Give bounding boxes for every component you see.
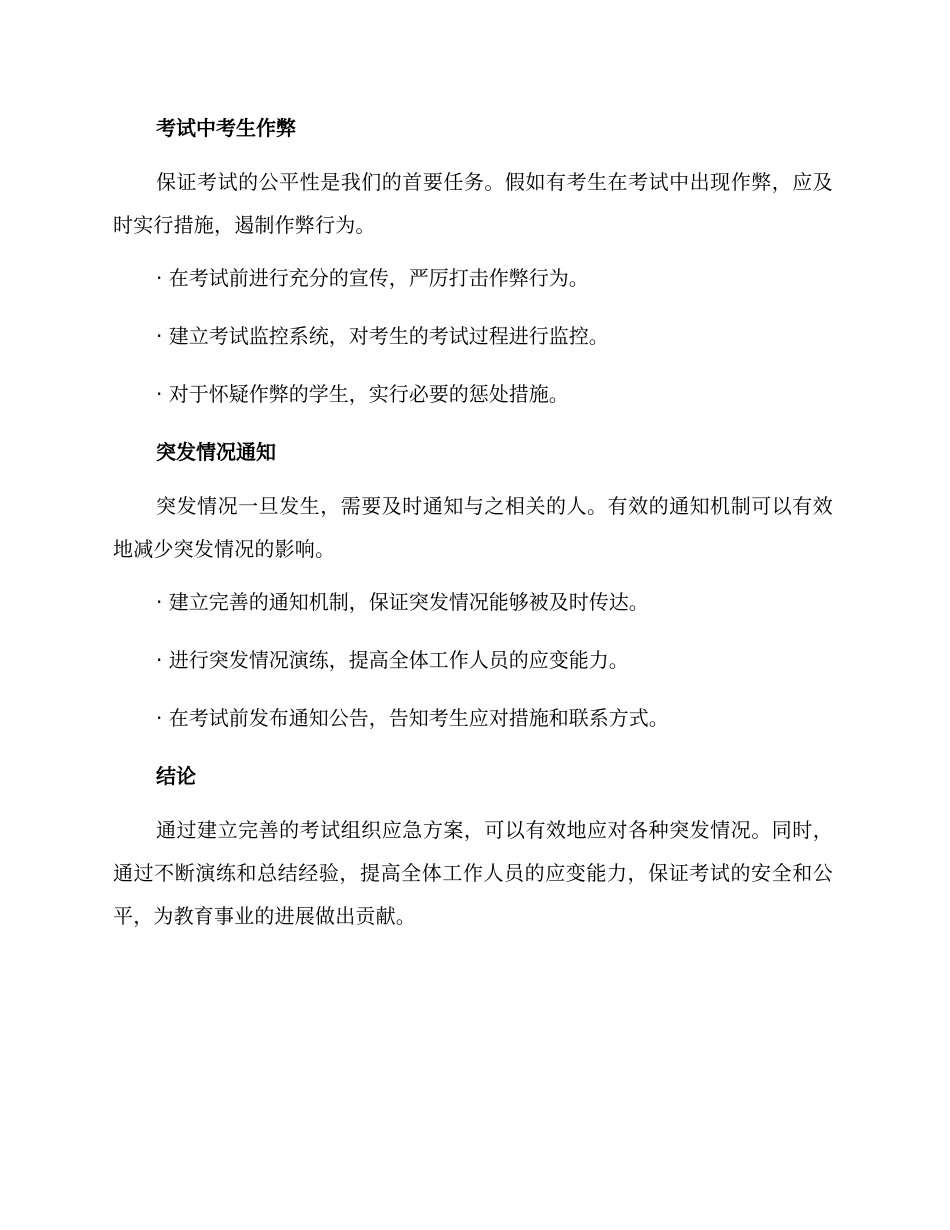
bullet-item: · 在考试前进行充分的宣传，严厉打击作弊行为。 (156, 266, 589, 290)
section-heading-cheating: 考试中考生作弊 (156, 116, 296, 140)
bullet-item: · 对于怀疑作弊的学生，实行必要的惩处措施。 (156, 382, 569, 406)
bullet-item: · 建立考试监控系统，对考生的考试过程进行监控。 (156, 324, 609, 348)
section-paragraph-emergency-notice: 突发情况一旦发生，需要及时通知与之相关的人。有效的通知机制可以有效地减少突发情况的影响。 (113, 494, 833, 561)
section-paragraph-cheating: 保证考试的公平性是我们的首要任务。假如有考生在考试中出现作弊，应及时实行措施，遏制作弊行为。 (113, 170, 833, 237)
section-heading-conclusion: 结论 (156, 764, 196, 788)
document-content (113, 112, 833, 953)
bullet-item: · 进行突发情况演练，提高全体工作人员的应变能力。 (156, 648, 629, 672)
bullet-item: · 建立完善的通知机制，保证突发情况能够被及时传达。 (156, 590, 649, 614)
bullet-item: · 在考试前发布通知公告，告知考生应对措施和联系方式。 (156, 706, 669, 730)
section-paragraph-conclusion: 通过建立完善的考试组织应急方案，可以有效地应对各种突发情况。同时，通过不断演练和总结经验，提高全体工作人员的应变能力，保证考试的安全和公平，为教育事业的进展做出贡献。 (113, 818, 833, 928)
section-heading-emergency-notice: 突发情况通知 (156, 440, 276, 464)
